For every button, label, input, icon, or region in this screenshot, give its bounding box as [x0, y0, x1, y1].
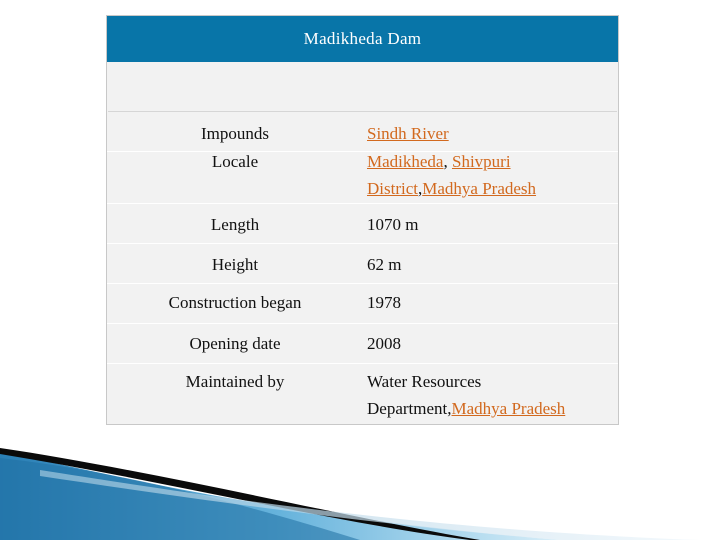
row-label: Maintained by	[185, 372, 285, 391]
row-label: Height	[211, 255, 259, 274]
row-maintained-by	[107, 364, 618, 424]
row-value: 1070 m	[367, 215, 419, 234]
maintainer-text: Water Resources Department,	[367, 372, 482, 418]
row-locale	[107, 152, 618, 204]
madhya-pradesh-link[interactable]: Madhya Pradesh	[422, 179, 537, 198]
row-height	[107, 244, 618, 284]
separator-text: ,	[443, 152, 452, 171]
row-length	[107, 204, 618, 244]
row-value	[367, 148, 617, 202]
sindh-river-link[interactable]: Sindh River	[367, 124, 449, 143]
row-value: 62 m	[367, 255, 402, 274]
row-value: 1978	[367, 293, 401, 312]
shivpuri-district-link[interactable]: Shivpuri District	[367, 152, 511, 198]
row-value	[367, 120, 617, 147]
row-label: Construction began	[168, 293, 302, 312]
row-label: Length	[210, 215, 260, 234]
dam-infobox	[106, 15, 619, 425]
slide-swoosh-decoration	[0, 440, 720, 540]
row-opening-date	[107, 324, 618, 364]
infobox-image-placeholder	[108, 63, 617, 112]
row-value	[367, 368, 617, 422]
separator-text: ,	[418, 179, 423, 198]
row-label: Locale	[211, 152, 259, 171]
row-construction-began	[107, 284, 618, 324]
row-label: Opening date	[189, 334, 281, 353]
row-label: Impounds	[201, 124, 269, 143]
row-value: 2008	[367, 334, 401, 353]
infobox-title: Madikheda Dam	[107, 16, 618, 62]
row-impounds	[107, 112, 618, 152]
madikheda-link[interactable]: Madikheda	[367, 152, 444, 171]
madhya-pradesh-link[interactable]: Madhya Pradesh	[451, 399, 566, 418]
